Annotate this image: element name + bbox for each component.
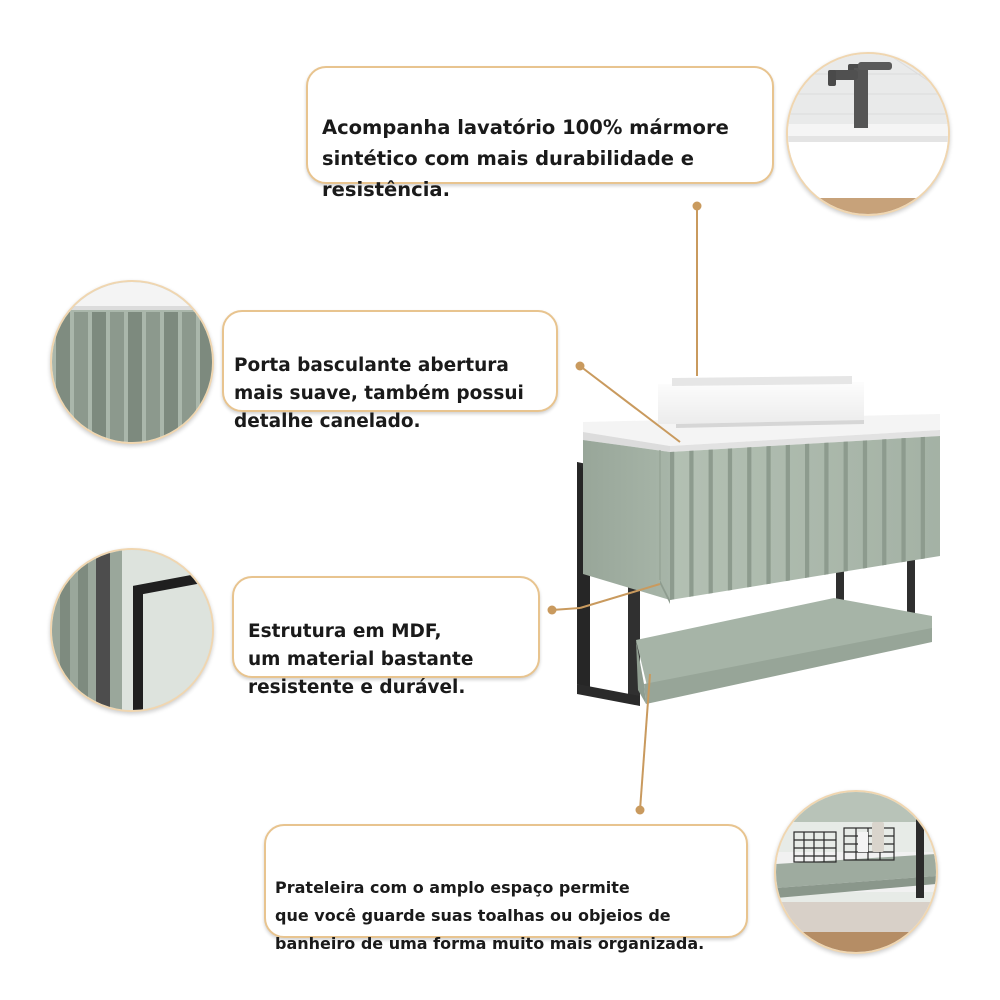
door-flute	[805, 444, 809, 578]
feature-callout-sink	[306, 66, 774, 201]
feature-text-structure: Estrutura em MDF, um material bastante resistente e durável.	[248, 621, 474, 698]
feature-text-shelf: Prateleira com o amplo espaço permite que você guarde suas toalhas ou objeios de banheiro de uma forma muito mais organizada.	[275, 878, 705, 953]
fluted-door	[660, 436, 940, 604]
door-flute	[728, 448, 732, 590]
door-flute	[921, 437, 925, 559]
door-flute	[766, 446, 770, 584]
door-flute	[786, 445, 790, 581]
cabinet-side	[583, 440, 670, 600]
feature-callout-structure	[232, 576, 540, 698]
feature-text-sink: Acompanha lavatório 100% mármore sintético com mais durabilidade e resistência.	[322, 116, 729, 201]
shelf-baskets-closeup-icon	[774, 790, 938, 954]
door-flute	[747, 447, 751, 587]
door-flute	[844, 441, 848, 571]
fluted-door-closeup-icon	[50, 280, 214, 444]
door-flute	[670, 452, 674, 600]
vessel-sink	[658, 376, 864, 428]
door-flute	[863, 440, 867, 568]
shelf	[636, 598, 932, 704]
door-flute	[824, 443, 828, 575]
feature-text-door: Porta basculante abertura mais suave, também possui detalhe canelado.	[234, 355, 524, 432]
door-flute	[882, 439, 886, 565]
feature-callout-shelf	[264, 824, 748, 953]
mdf-frame-closeup-icon	[50, 548, 214, 712]
door-flute	[709, 449, 713, 593]
door-flute	[689, 451, 693, 597]
faucet-sink-closeup-icon	[786, 52, 950, 216]
door-flute	[901, 438, 905, 562]
feature-callout-door	[222, 310, 558, 432]
